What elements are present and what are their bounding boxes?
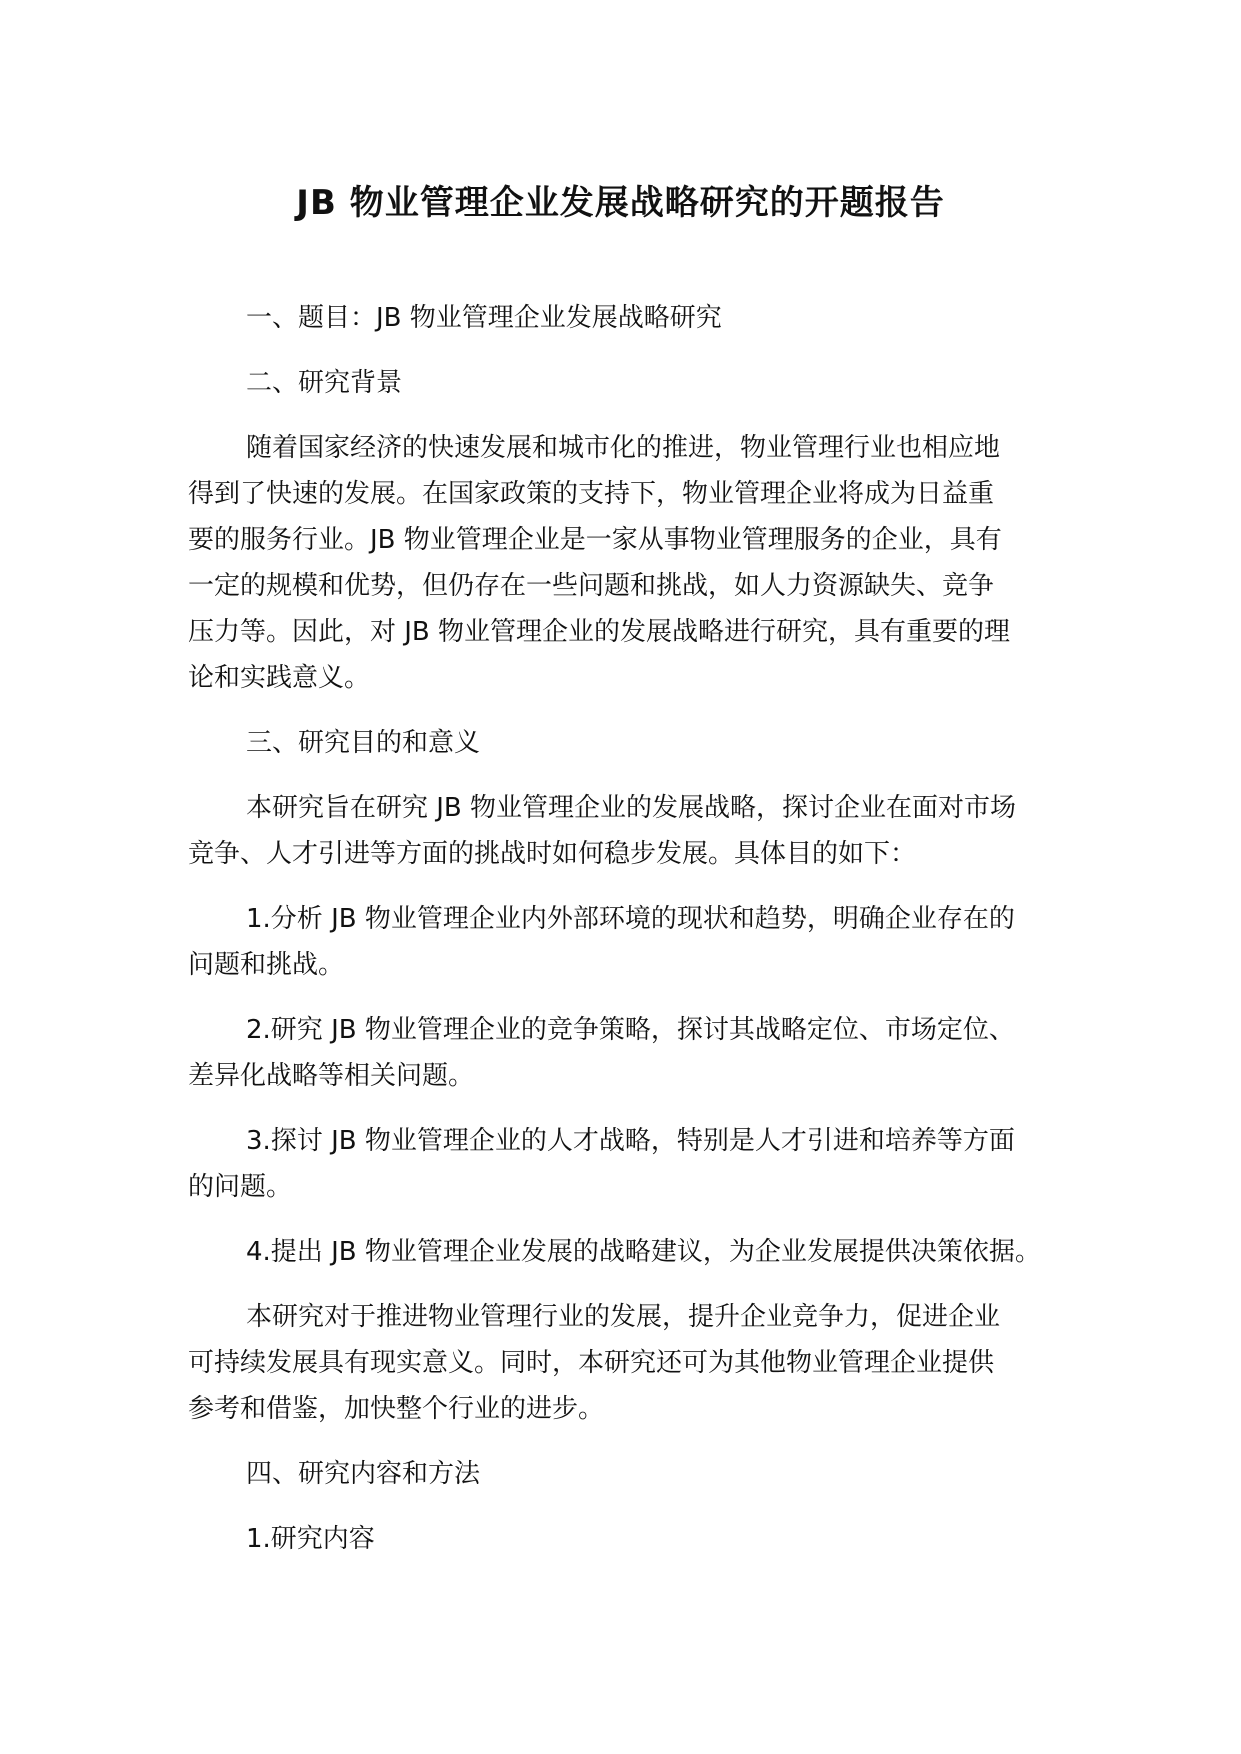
heading-line: 1.研究内容 (246, 1524, 375, 1554)
paragraph-line: 压力等。因此，对 JB 物业管理企业的发展战略进行研究，具有重要的理 (188, 617, 1011, 647)
subsection-heading-content (188, 1516, 1073, 1562)
paragraph-line: 问题和挑战。 (188, 950, 345, 980)
purpose-item-4 (188, 1229, 1073, 1275)
document-title: JB 物业管理企业发展战略研究的开题报告 (296, 183, 945, 223)
heading-line: 二、研究背景 (246, 368, 403, 398)
section-heading-content-method (188, 1451, 1073, 1497)
document-body (188, 295, 1073, 1562)
paragraph-line: 可持续发展具有现实意义。同时，本研究还可为其他物业管理企业提供 (188, 1348, 995, 1378)
significance-paragraph (188, 1294, 1073, 1432)
heading-line: 三、研究目的和意义 (246, 728, 481, 758)
paragraph-line: 随着国家经济的快速发展和城市化的推进，物业管理行业也相应地 (246, 433, 1001, 463)
purpose-item-1 (188, 896, 1073, 988)
paragraph-line: 要的服务行业。JB 物业管理企业是一家从事物业管理服务的企业，具有 (188, 525, 1002, 555)
heading-line: 四、研究内容和方法 (246, 1459, 481, 1489)
purpose-item-2 (188, 1007, 1073, 1099)
paragraph-line: 1.分析 JB 物业管理企业内外部环境的现状和趋势，明确企业存在的 (246, 904, 1015, 934)
purpose-intro-paragraph (188, 785, 1073, 877)
section-heading-topic (188, 295, 1073, 341)
paragraph-line: 得到了快速的发展。在国家政策的支持下，物业管理企业将成为日益重 (188, 479, 995, 509)
section-heading-purpose (188, 720, 1073, 766)
heading-line: 一、题目：JB 物业管理企业发展战略研究 (246, 303, 722, 333)
background-paragraph (188, 425, 1073, 701)
paragraph-line: 一定的规模和优势，但仍存在一些问题和挑战，如人力资源缺失、竞争 (188, 571, 995, 601)
paragraph-line: 论和实践意义。 (188, 663, 371, 693)
paragraph-line: 3.探讨 JB 物业管理企业的人才战略，特别是人才引进和培养等方面 (246, 1126, 1015, 1156)
paragraph-line: 4.提出 JB 物业管理企业发展的战略建议，为企业发展提供决策依据。 (246, 1237, 1041, 1267)
paragraph-line: 差异化战略等相关问题。 (188, 1061, 475, 1091)
section-heading-background (188, 360, 1073, 406)
paragraph-line: 的问题。 (188, 1172, 293, 1202)
paragraph-line: 本研究旨在研究 JB 物业管理企业的发展战略，探讨企业在面对市场 (246, 793, 1017, 823)
paragraph-line: 本研究对于推进物业管理行业的发展，提升企业竞争力，促进企业 (246, 1302, 1001, 1332)
paragraph-line: 竞争、人才引进等方面的挑战时如何稳步发展。具体目的如下： (188, 839, 917, 869)
paragraph-line: 参考和借鉴，加快整个行业的进步。 (188, 1394, 605, 1424)
purpose-item-3 (188, 1118, 1073, 1210)
paragraph-line: 2.研究 JB 物业管理企业的竞争策略，探讨其战略定位、市场定位、 (246, 1015, 1015, 1045)
